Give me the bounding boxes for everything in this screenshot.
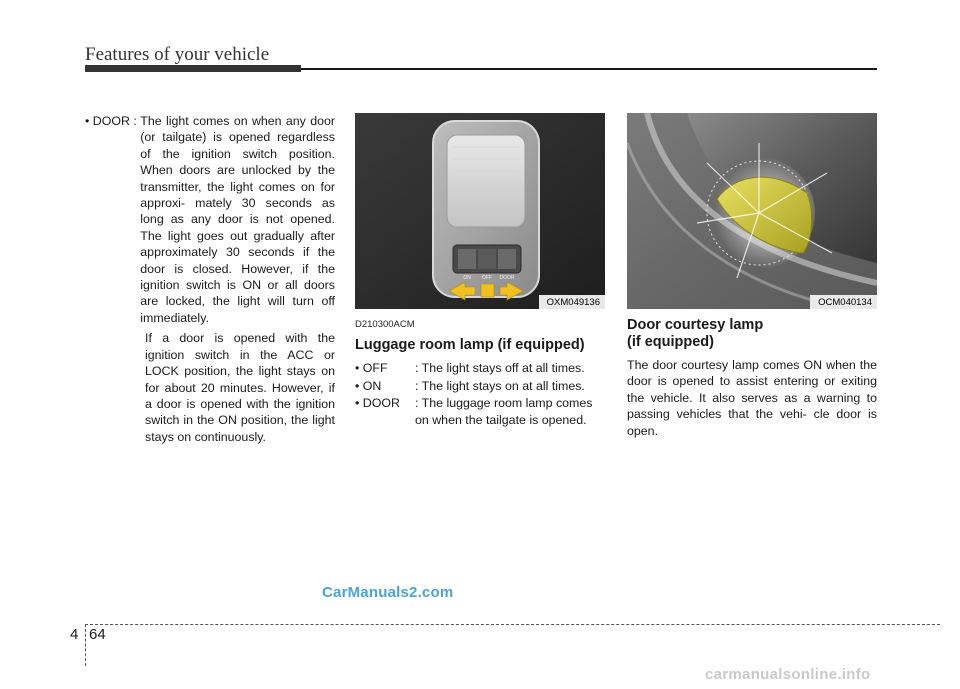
column-luggage-lamp [355,113,605,429]
page-header-title: Features of your vehicle [85,44,270,65]
section-code: D210300ACM [355,319,415,330]
header-tab [85,65,301,72]
door-extra-paragraph: If a door is opened with the ignition switch in the ACC or LOCK position, the light stays on for about 20 minutes. However, if a door is opened with the ignition switch in the ON position, the light stays on continuously. [145,331,335,444]
item-description: : The light stays on at all times. [415,378,585,393]
luggage-item-on [355,378,605,394]
courtesy-lamp-title [627,317,877,351]
courtesy-lamp-body: The door courtesy lamp comes ON when the door is opened to assist entering or exiting the vehicle. It also serves as a warning to passing vehicles that the vehi- cle door is open. [627,358,877,438]
item-term: • ON [355,378,382,393]
chapter-number: 4 [70,626,79,643]
page-number: 64 [89,626,106,643]
luggage-lamp-title: Luggage room lamp (if equipped) [355,337,585,354]
item-description: : The light stays off at all times. [415,361,585,376]
luggage-item-door [355,395,605,428]
footer-divider [85,624,86,666]
item-description: : The luggage room lamp comes on when the tailgate is opened. [415,396,593,427]
item-term: • OFF [355,361,388,376]
courtesy-lamp-illustration [627,113,877,309]
footer-rule [85,624,940,625]
courtesy-lamp-figure [627,113,877,309]
dome-lamp-illustration [355,113,605,309]
door-description: The light comes on when any door (or tailgate) is opened regardless of the ignition switch position. When doors are unlocked by the transmitter, the light comes on for approxi- mately 30 seconds as long as any door is not opened. The light goes out gradually after approximately 30 seconds if the door is closed. However, if the ignition switch is ON or all doors are locked, the light will turn off immediately. [140,114,335,325]
square-indicator-icon [481,284,494,297]
column-door-courtesy-lamp [627,113,877,439]
figure-code-oxm049136: OXM049136 [539,295,605,309]
footer-site-watermark: carmanualsonline.info [705,666,871,683]
courtesy-title-line1: Door courtesy lamp [627,317,764,333]
column-door-mode [85,113,335,445]
dome-lamp-figure [355,113,605,309]
item-term: • DOOR [355,396,400,411]
door-term: • DOOR : [85,114,141,128]
luggage-item-off [355,360,605,376]
door-definition [85,113,335,326]
figure-code-ocm040134: OCM040134 [810,295,877,309]
switch-label-off: OFF [482,275,492,281]
switch-label-on: ON [463,275,471,281]
switch-label-door: DOOR [499,275,515,281]
courtesy-title-line2: (if equipped) [627,334,714,350]
watermark-link[interactable]: CarManuals2.com [322,584,454,601]
